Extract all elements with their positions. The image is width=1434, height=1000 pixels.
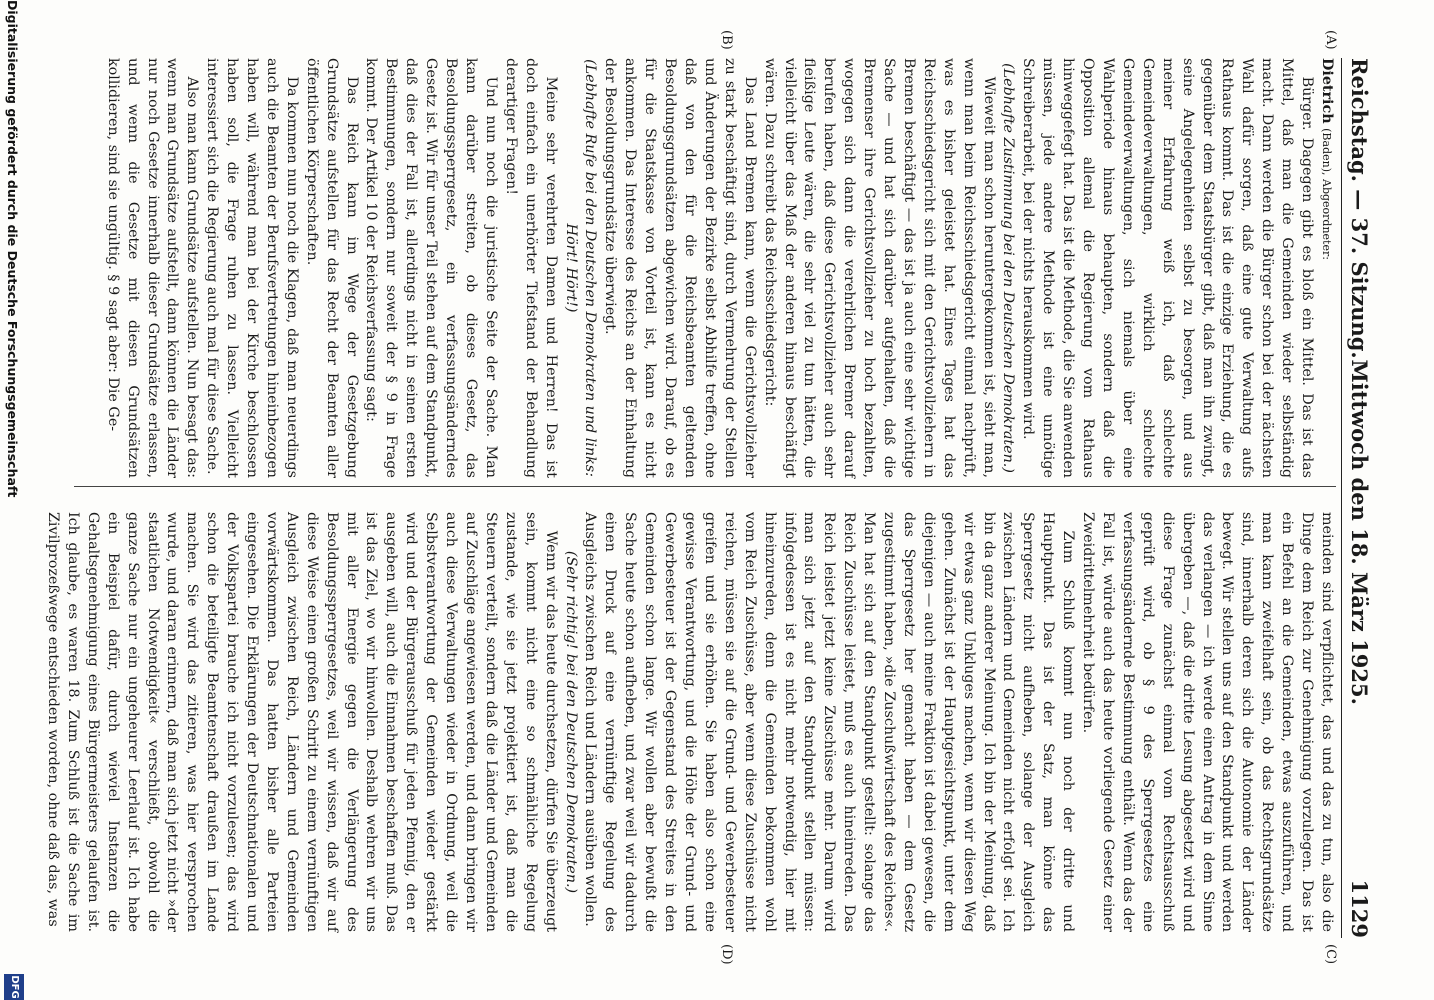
margin-mark-b: (B) <box>719 30 734 50</box>
quote-paragraph: Das Land Bremen kann, wenn die Gerichtsvollzieher zu stark beschäftigt sind, durch Vermehrung der Stellen und Änderungen der Bezirke selbst Abhilfe treffen, ohne daß von den für die Reichsbeamten geltenden Besoldungsgrundsätzen abgewichen wird. Darauf, ob es für die Staatskasse von Vorteil ist, kann es nicht ankommen. Das Interesse des Reichs an der Einhaltung der Besoldungsgrundsätze überwiegt. <box>602 58 758 478</box>
interjection: (Lebhafte Zustimmung bei den Deutschen Demokraten.) <box>1000 63 1017 473</box>
quote-paragraph: Das Reich kann im Wege der Gesetzgebung Grundsätze aufstellen für das Recht der Beamten aller öffentlichen Körperschaften. <box>303 58 360 478</box>
right-column <box>45 512 1336 932</box>
paragraph: Zum Schluß kommt nun noch der dritte und Hauptpunkt. Das ist der Satz, man könne das Sperrgesetz nicht aufheben, solange der Ausgleich zwischen Ländern und Gemeinden nicht erfolgt sei. Ich bin da ganz anderer Meinung. Ich bin der Meinung, daß wir etwas ganz Unkluges machen, wenn wir diesen Weg gehen. Zunächst ist der Hauptgesichtspunkt, unter dem diejenigen — auch meine Fraktion ist dabei gewesen, die das Sperrgesetz her gemacht haben — dem Gesetz zugestimmt haben, »die Zuschußwirtschaft des Reiches«. Man hat sich auf den Standpunkt gestellt: solange das Reich Zuschüsse leistet, muß es auch hineinreden. Das Reich leistet jetzt keine Zuschüsse mehr. Darum wird man sich jetzt auf den Standpunkt stellen müssen: infolgedessen ist es nicht mehr notwendig, hier mit hineinzureden, denn die Gemeinden bekommen wohl vom Reich Zuschüsse, aber wenn diese Zuschüsse nicht reichen, müssen sie auf die Grund- und Gewerbesteuer greifen und sie erhöhen. Sie haben also schon eine gewisse Verantwortung, und die Höhe der Grund- und Gewerbesteuer ist der Gegenstand des Streites in den Gemeinden schon lange. Wir wollen aber bewußt die Sache heute schon aufheben, und zwar weil wir dadurch einen Druck auf eine vernünftige Regelung des Ausgleichs zwischen Reich und Ländern ausüben wollen. <box>582 512 1077 932</box>
margin-mark-d: (D) <box>719 944 734 965</box>
paragraph: meinden sind verpflichtet, das und das zu tun, also die Dinge dem Reich zur Genehmigung vorzulegen. Das ist ein Befehl an die Gemeinden, etwas auszuführen, und man kann zweifelhaft sein, ob das Rechtsgrundsätze sind, innerhalb deren sich die Autonomie der Länder bewegt. Wir stellen uns auf den Standpunkt und werden das verlangen — ich werde einen Antrag in dem Sinne übergeben —, daß die dritte Lesung abgesetzt wird und diese Frage zunächst einmal vom Rechtsausschuß geprüft wird, ob § 9 des Sperrgesetzes eine verfassungsändernde Bestimmung enthält. Wenn das der Fall ist, würde auch das heute vorliegende Gesetz einer Zweidrittelmehrheit bedürfen. <box>1080 512 1335 932</box>
interjection: (Sehr richtig! bei den Deutschen Demokraten.) <box>562 550 579 894</box>
speaker-info: (Baden), Abgeordneter: <box>1320 128 1333 260</box>
left-column <box>74 58 1336 478</box>
page-number: 1129 <box>1347 879 1372 938</box>
column-divider <box>74 486 1336 487</box>
margin-mark-a: (A) <box>1323 30 1338 50</box>
paragraph: Da kommen nun noch die Klagen, daß man neuerdings auch die Beamten der Berufsvertretungen hineinbezogen haben will, während man bei der Kirche beschlossen haben soll, die Frage ruhen zu lassen. Vielleicht interessiert sich die Regierung auch mal für diese Sache. <box>204 58 300 478</box>
digitization-footer <box>0 0 26 1000</box>
paragraph: Meine sehr verehrten Damen und Herren! Das ist doch einfach ein unerhörter Tiefstand der Behandlung derartiger Fragen! <box>502 58 559 478</box>
speaker-line <box>1316 58 1336 478</box>
header-date-page <box>1347 359 1372 938</box>
dfg-logo: DFG <box>4 974 24 1000</box>
paragraph: Wenn wir das heute durchsetzen, dürfen Sie überzeugt sein, kommt nicht eine so schmähliche Regelung zustande, wie sie jetzt projektiert ist, daß man die Steuern verteilt, sondern daß die Länder und Gemeinden auf Zuschläge angewiesen werden, und dann bringen wir auch diese Verwaltungen wieder in Ordnung, weil die Selbstverantwortung der Gemeinden wieder gestärkt wird und der Bürgerausschuß für jeden Pfennig, den er ausgeben will, auch die Einnahmen beschaffen muß. Das ist das Ziel, wo wir hinwollen. Deshalb wehren wir uns mit aller Energie gegen die Verlängerung des Besoldungssperrgesetzes, weil wir wissen, daß wir auf diese Weise einen großen Schritt zu einem vernünftigen Ausgleich zwischen Reich, Ländern und Gemeinden vorwärtskommen. Das hatten bisher alle Parteien eingesehen. Die Erklärungen der Deutschnationalen und der Volkspartei brauche ich nicht vorzulesen; das wird schon die beteiligte Beamtenschaft draußen im Lande machen. Sie wird das zitieren, was hier versprochen wurde, und daran erinnern, daß man sich jetzt nicht »der staatlichen Notwendigkeit« verschließt, obwohl die ganze Sache nur ein ungeheurer Leerlauf ist. Ich habe ein Beispiel dafür, durch wieviel Instanzen die Gehaltsgenehmigung eines Bürgermeisters gelaufen ist. Ich glaube, es waren 18. Zum Schluß ist die Sache im Zivilprozeßwege entschieden worden, ohne daß das, was <box>45 512 559 932</box>
header-date: Mittwoch den 18. März 1925. <box>1347 359 1372 705</box>
paragraph: Also man kann Grundsätze aufstellen. Nun besagt das: wenn man Grundsätze aufstellt, dann können die Länder nur noch Gesetze innerhalb dieser Grundsätze erlassen, und wenn die Gesetze mit diesen Grundsätzen kollidieren, sind sie ungültig. § 9 sagt aber: Die Ge- <box>104 58 201 478</box>
paragraph: Und nun noch die juristische Seite der Sache. Man kann darüber streiten, ob dieses Gesetz, das Besoldungssperrgesetz, ein verfassungsänderndes Gesetz ist. Wir für unser Teil stehen auf dem Standpunkt, daß dies der Fall ist, allerdings nicht in seinen ersten Bestimmungen, sondern nur soweit der § 9 in Frage kommt. Der Artikel 10 der Reichsverfassung sagt: <box>363 58 499 478</box>
page-header <box>1341 58 1372 938</box>
margin-mark-c: (C) <box>1323 944 1338 965</box>
interjection: (Lebhafte Rufe bei den Deutschen Demokraten und links: Hört! Hört!) <box>562 59 599 477</box>
footer-text: Digitalisierung gefördert durch die Deutsche Forschungsgemeinschaft <box>5 0 20 498</box>
paragraph: Wieweit man schon heruntergekommen ist, sieht man, wenn man beim Reichsschiedsgericht einmal nachprüft, was es bisher geleistet hat. Eines Tages hat das Reichsschiedsgericht sich mit den Gerichtsvollziehern in Bremen beschäftigt — das ist ja auch eine sehr wichtige Sache — und hat sich darüber aufgehalten, daß die Bremenser ihre Gerichtsvollzieher zu hoch bezahlten, wogegen sich dann die verehrlichen Bremer darauf berufen haben, daß diese Gerichtsvollzieher auch sehr fleißige Leute wären, die sehr viel zu tun hätten, die vielleicht über das Maß der anderen hinaus beschäftigt wären. Dazu schreibt das Reichsschiedsgericht: <box>761 58 997 478</box>
header-title: Reichstag. — 37. Sitzung. <box>1347 58 1372 359</box>
speaker-name: Dietrich <box>1319 58 1335 124</box>
paragraph: Bürger. Dagegen gibt es bloß ein Mittel. Das ist das Mittel, daß man die Gemeinden wieder selbständig macht. Dann werden die Bürger schon bei der nächsten Wahl dafür sorgen, daß eine gute Verwaltung aufs Rathaus kommt. Das ist die einzige Erziehung, die es gegenüber dem Staatsbürger gibt, daß man ihn zwingt, seine Angelegenheiten selbst zu besorgen, und aus meiner Erfahrung weiß ich, daß schlechte Gemeindeverwaltungen, wirklich schlechte Gemeindeverwaltungen, sich niemals über eine Wahlperiode hinaus behaupten, sondern daß die Opposition allemal die Regierung vom Rathaus hinweggefegt hat. Das ist die Methode, die Sie anwenden müssen, jede andere Methode ist eine unnötige Schreiberarbeit, bei der nichts herauskommen wird. <box>1020 58 1316 478</box>
